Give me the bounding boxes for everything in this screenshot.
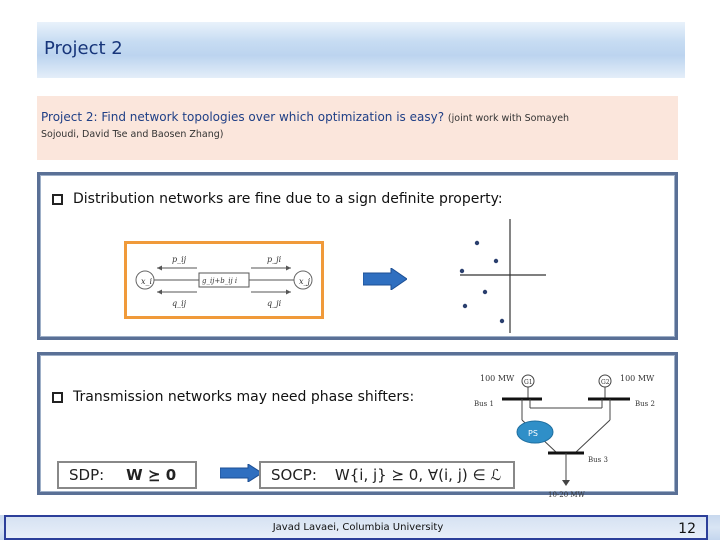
transmission-bullet [52, 389, 414, 405]
transmission-bullet-text: Transmission networks may need phase shifters: [73, 389, 415, 405]
distribution-bullet [52, 191, 503, 207]
page-number: 12 [678, 521, 696, 537]
node-j-label: x_j [299, 277, 310, 286]
subtitle-main-text: Project 2: Find network topologies over which optimization is easy? [41, 110, 445, 124]
distribution-panel [37, 172, 678, 340]
scatter-point [483, 290, 487, 294]
subtitle-box [37, 96, 678, 160]
right-arrow-icon [220, 464, 262, 482]
gen-left-label: G1 [524, 379, 533, 386]
q-ij-label: q_ij [172, 299, 187, 308]
distribution-bullet-text: Distribution networks are fine due to a sign definite property: [73, 191, 503, 207]
checkbox-bullet-icon [52, 194, 63, 205]
right-arrow-icon [363, 268, 407, 290]
line-bus2-bus3 [575, 420, 610, 453]
phase-shifter-label: PS [528, 429, 538, 438]
sdp-label: SDP: [69, 466, 105, 484]
three-bus-network-diagram [460, 368, 665, 503]
bus-2-label: Bus 2 [635, 400, 655, 408]
subtitle-note-2: Sojoudi, David Tse and Baosen Zhang) [41, 129, 224, 140]
footer-author: Javad Lavaei, Columbia University [272, 522, 444, 533]
load-label: 10-20 MW [548, 491, 585, 499]
scatter-point [460, 269, 464, 273]
gen-right-label: G2 [601, 379, 610, 386]
p-ij-label: p_ij [172, 255, 187, 264]
checkbox-bullet-icon [52, 392, 63, 403]
slide-title-bar [37, 22, 685, 78]
node-i-label: x_i [141, 277, 153, 286]
sdp-expression-box [57, 461, 197, 489]
scatter-point [475, 241, 479, 245]
impedance-label: g_ij+b_ij i [202, 277, 238, 285]
load-arrow-icon [562, 480, 570, 486]
scatter-point [494, 259, 498, 263]
line-model-svg [127, 244, 321, 316]
p-ji-label: p_ji [267, 255, 282, 264]
scatter-point [463, 304, 467, 308]
sign-definite-scatter-plot [450, 217, 550, 335]
gen-right-power: 100 MW [620, 374, 655, 383]
line-model-diagram [124, 241, 324, 319]
footer-bar [4, 515, 708, 540]
subtitle-note-1: (joint work with Somayeh [447, 113, 570, 124]
socp-expression: W{i, j} ⪰ 0, ∀(i, j) ∈ ℒ [334, 466, 502, 484]
bus-3-label: Bus 3 [588, 456, 608, 464]
slide-title: Project 2 [44, 38, 123, 59]
slide-footer [0, 515, 720, 540]
socp-label: SOCP: [271, 466, 317, 484]
scatter-point [500, 319, 504, 323]
sdp-expression: W ⪰ 0 [126, 466, 177, 484]
gen-left-power: 100 MW [480, 374, 515, 383]
subtitle-line-1 [41, 110, 569, 124]
q-ji-label: q_ji [267, 299, 282, 308]
bus-1-label: Bus 1 [474, 400, 494, 408]
